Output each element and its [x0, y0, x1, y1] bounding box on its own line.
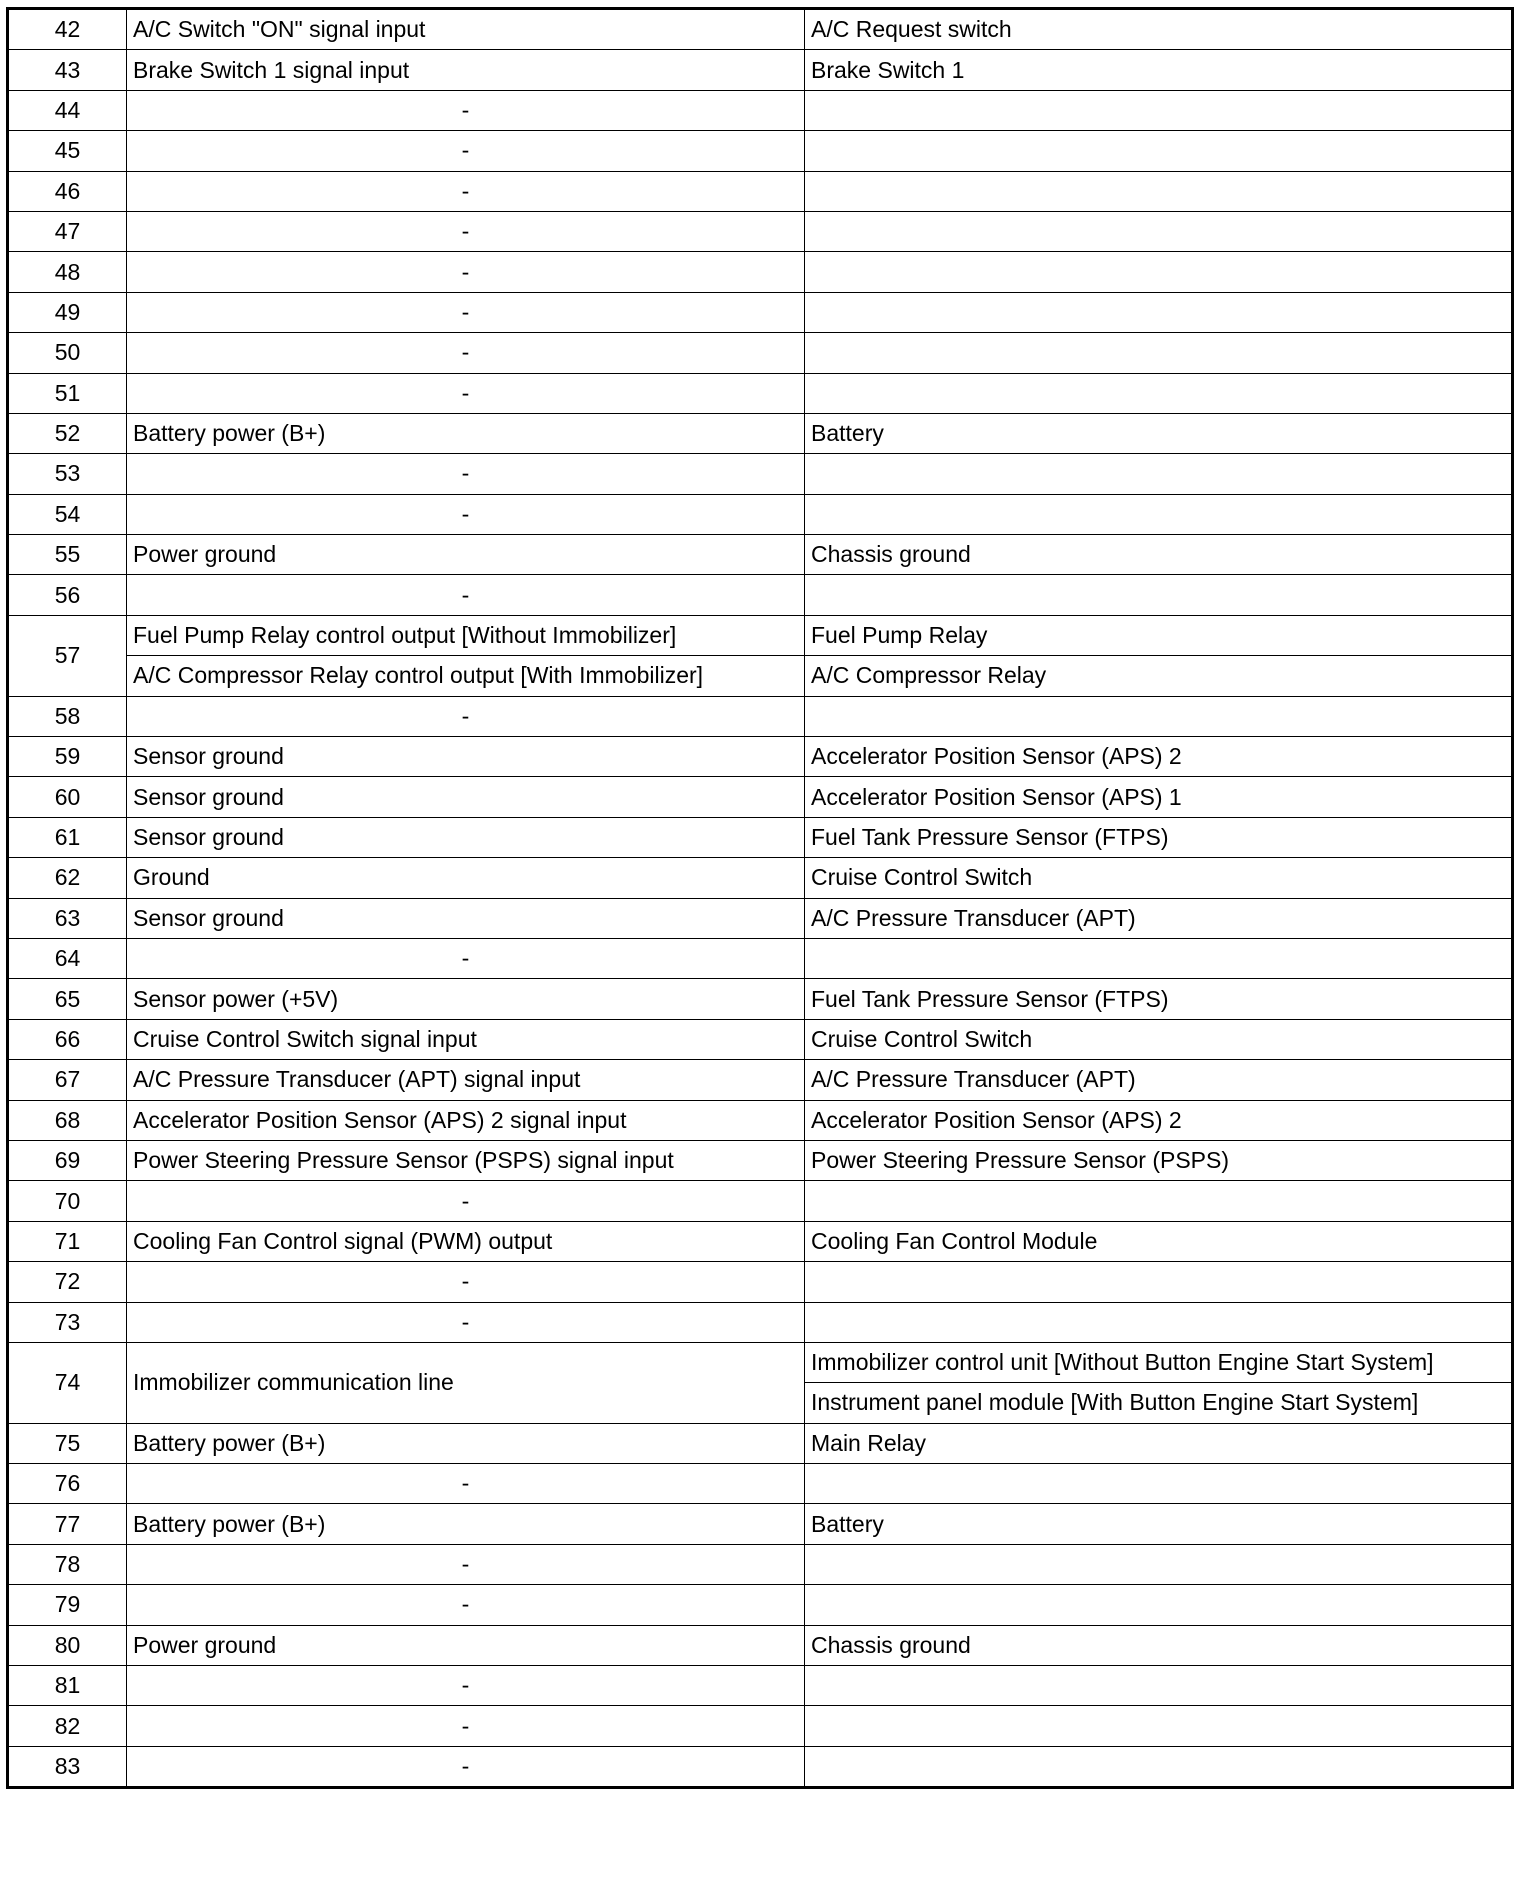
table-row [8, 413, 1513, 453]
pin-number: 61 [8, 817, 127, 857]
pin-connection [805, 1585, 1513, 1625]
pin-function: - [127, 494, 805, 534]
pin-function: Sensor ground [127, 737, 805, 777]
table-row [8, 535, 1513, 575]
pin-connection [805, 696, 1513, 736]
table-row [8, 777, 1513, 817]
pin-function: - [127, 696, 805, 736]
pin-number: 46 [8, 171, 127, 211]
pin-number: 49 [8, 292, 127, 332]
pin-function: Cooling Fan Control signal (PWM) output [127, 1221, 805, 1261]
pin-table-body [8, 9, 1513, 1788]
pin-function: A/C Compressor Relay control output [With Immobilizer] [127, 656, 805, 696]
pin-number: 48 [8, 252, 127, 292]
table-row [8, 1746, 1513, 1787]
table-row [8, 1464, 1513, 1504]
pin-connection [805, 211, 1513, 251]
pin-connection [805, 1544, 1513, 1584]
pin-connection [805, 1464, 1513, 1504]
pin-connection: A/C Compressor Relay [805, 656, 1513, 696]
pin-number: 68 [8, 1100, 127, 1140]
table-row [8, 1019, 1513, 1059]
pin-function: - [127, 1544, 805, 1584]
pin-connection: Brake Switch 1 [805, 50, 1513, 90]
pin-connection: Power Steering Pressure Sensor (PSPS) [805, 1140, 1513, 1180]
pin-function: - [127, 1302, 805, 1342]
pin-number: 62 [8, 858, 127, 898]
pin-number: 69 [8, 1140, 127, 1180]
table-row [8, 1140, 1513, 1180]
pin-connection [805, 1302, 1513, 1342]
pin-connection [805, 938, 1513, 978]
pin-connection: A/C Pressure Transducer (APT) [805, 1060, 1513, 1100]
pin-connection: Cruise Control Switch [805, 858, 1513, 898]
pin-number: 80 [8, 1625, 127, 1665]
pin-function: Battery power (B+) [127, 1504, 805, 1544]
pin-number: 59 [8, 737, 127, 777]
pin-number: 45 [8, 131, 127, 171]
table-row [8, 575, 1513, 615]
pin-connection: Cruise Control Switch [805, 1019, 1513, 1059]
pin-number: 66 [8, 1019, 127, 1059]
table-row [8, 454, 1513, 494]
pin-function: - [127, 373, 805, 413]
pin-function: Accelerator Position Sensor (APS) 2 signal input [127, 1100, 805, 1140]
pin-connection [805, 131, 1513, 171]
pin-number: 43 [8, 50, 127, 90]
pin-function: - [127, 1666, 805, 1706]
table-row [8, 90, 1513, 130]
table-row [8, 1544, 1513, 1584]
pin-connection: Fuel Pump Relay [805, 615, 1513, 655]
table-row [8, 979, 1513, 1019]
pin-function: - [127, 454, 805, 494]
pin-number: 55 [8, 535, 127, 575]
pin-number: 74 [8, 1342, 127, 1423]
pin-function: - [127, 1464, 805, 1504]
table-row [8, 171, 1513, 211]
pin-function: - [127, 171, 805, 211]
pin-function: Power Steering Pressure Sensor (PSPS) signal input [127, 1140, 805, 1180]
pin-function: Sensor ground [127, 777, 805, 817]
pin-function: Brake Switch 1 signal input [127, 50, 805, 90]
pin-function: - [127, 333, 805, 373]
table-row [8, 938, 1513, 978]
pin-connection [805, 1706, 1513, 1746]
pin-number: 51 [8, 373, 127, 413]
table-row [8, 1100, 1513, 1140]
pin-connection: Instrument panel module [With Button Engine Start System] [805, 1383, 1513, 1423]
table-row [8, 817, 1513, 857]
table-row [8, 373, 1513, 413]
pin-connection [805, 1666, 1513, 1706]
table-row [8, 858, 1513, 898]
pin-function: Sensor ground [127, 817, 805, 857]
pin-number: 52 [8, 413, 127, 453]
table-row [8, 898, 1513, 938]
pin-function: Sensor ground [127, 898, 805, 938]
pin-function: A/C Switch "ON" signal input [127, 9, 805, 50]
table-row [8, 494, 1513, 534]
pin-function: Ground [127, 858, 805, 898]
table-row [8, 1585, 1513, 1625]
pin-function: Immobilizer communication line [127, 1342, 805, 1423]
pin-connection: Immobilizer control unit [Without Button Engine Start System] [805, 1342, 1513, 1382]
pin-number: 56 [8, 575, 127, 615]
pin-function: - [127, 1181, 805, 1221]
table-row [8, 737, 1513, 777]
pin-number: 60 [8, 777, 127, 817]
table-row [8, 696, 1513, 736]
table-row [8, 1423, 1513, 1463]
pin-function: - [127, 1746, 805, 1787]
pin-connection [805, 292, 1513, 332]
pin-number: 67 [8, 1060, 127, 1100]
table-row [8, 1060, 1513, 1100]
pin-connection: Accelerator Position Sensor (APS) 1 [805, 777, 1513, 817]
pin-connection: Accelerator Position Sensor (APS) 2 [805, 1100, 1513, 1140]
pin-function: Sensor power (+5V) [127, 979, 805, 1019]
pin-connection: Fuel Tank Pressure Sensor (FTPS) [805, 979, 1513, 1019]
pin-function: - [127, 252, 805, 292]
pin-function: - [127, 938, 805, 978]
pin-number: 83 [8, 1746, 127, 1787]
table-row [8, 211, 1513, 251]
pin-function: - [127, 1706, 805, 1746]
pin-connection: A/C Pressure Transducer (APT) [805, 898, 1513, 938]
table-row [8, 1262, 1513, 1302]
pin-connection [805, 252, 1513, 292]
pin-connection: Chassis ground [805, 535, 1513, 575]
table-row [8, 9, 1513, 50]
pin-function: Cruise Control Switch signal input [127, 1019, 805, 1059]
pin-number: 77 [8, 1504, 127, 1544]
pin-number: 42 [8, 9, 127, 50]
pin-function: - [127, 211, 805, 251]
pin-number: 82 [8, 1706, 127, 1746]
pin-function: Fuel Pump Relay control output [Without Immobilizer] [127, 615, 805, 655]
pin-number: 65 [8, 979, 127, 1019]
pin-connection [805, 333, 1513, 373]
pin-function: - [127, 1585, 805, 1625]
pin-connection [805, 494, 1513, 534]
pin-connection: A/C Request switch [805, 9, 1513, 50]
pin-connection: Main Relay [805, 1423, 1513, 1463]
pin-function: - [127, 90, 805, 130]
pin-number: 71 [8, 1221, 127, 1261]
pin-number: 81 [8, 1666, 127, 1706]
pin-function: - [127, 575, 805, 615]
pin-number: 78 [8, 1544, 127, 1584]
pin-number: 72 [8, 1262, 127, 1302]
table-row [8, 1706, 1513, 1746]
pin-function: - [127, 1262, 805, 1302]
pin-connection: Fuel Tank Pressure Sensor (FTPS) [805, 817, 1513, 857]
pin-number: 73 [8, 1302, 127, 1342]
table-row [8, 252, 1513, 292]
pin-number: 57 [8, 615, 127, 696]
pin-connection [805, 171, 1513, 211]
pin-function: - [127, 292, 805, 332]
table-row [8, 1666, 1513, 1706]
table-row [8, 333, 1513, 373]
table-row [8, 1181, 1513, 1221]
table-row [8, 292, 1513, 332]
pin-connection: Battery [805, 413, 1513, 453]
table-row [8, 1302, 1513, 1342]
table-row [8, 656, 1513, 696]
table-row [8, 50, 1513, 90]
pin-number: 50 [8, 333, 127, 373]
pin-number: 53 [8, 454, 127, 494]
pin-connection: Chassis ground [805, 1625, 1513, 1665]
pin-function: - [127, 131, 805, 171]
pin-number: 63 [8, 898, 127, 938]
pin-function: Battery power (B+) [127, 413, 805, 453]
pin-connection [805, 1262, 1513, 1302]
pin-function: A/C Pressure Transducer (APT) signal input [127, 1060, 805, 1100]
table-row [8, 1342, 1513, 1382]
pin-connection [805, 575, 1513, 615]
pin-connection [805, 1746, 1513, 1787]
pin-number: 44 [8, 90, 127, 130]
table-row [8, 131, 1513, 171]
pin-connection: Battery [805, 1504, 1513, 1544]
pin-connection [805, 373, 1513, 413]
pin-function: Battery power (B+) [127, 1423, 805, 1463]
table-row [8, 1504, 1513, 1544]
pin-connection [805, 454, 1513, 494]
pin-description-table [6, 7, 1514, 1789]
pin-number: 47 [8, 211, 127, 251]
pin-connection [805, 90, 1513, 130]
pin-number: 54 [8, 494, 127, 534]
pin-number: 70 [8, 1181, 127, 1221]
pin-number: 64 [8, 938, 127, 978]
table-row [8, 1625, 1513, 1665]
pin-connection: Cooling Fan Control Module [805, 1221, 1513, 1261]
table-row [8, 1221, 1513, 1261]
pin-function: Power ground [127, 535, 805, 575]
pin-function: Power ground [127, 1625, 805, 1665]
pin-number: 75 [8, 1423, 127, 1463]
pin-connection [805, 1181, 1513, 1221]
table-row [8, 615, 1513, 655]
pin-number: 79 [8, 1585, 127, 1625]
pin-number: 76 [8, 1464, 127, 1504]
pin-connection: Accelerator Position Sensor (APS) 2 [805, 737, 1513, 777]
pin-number: 58 [8, 696, 127, 736]
